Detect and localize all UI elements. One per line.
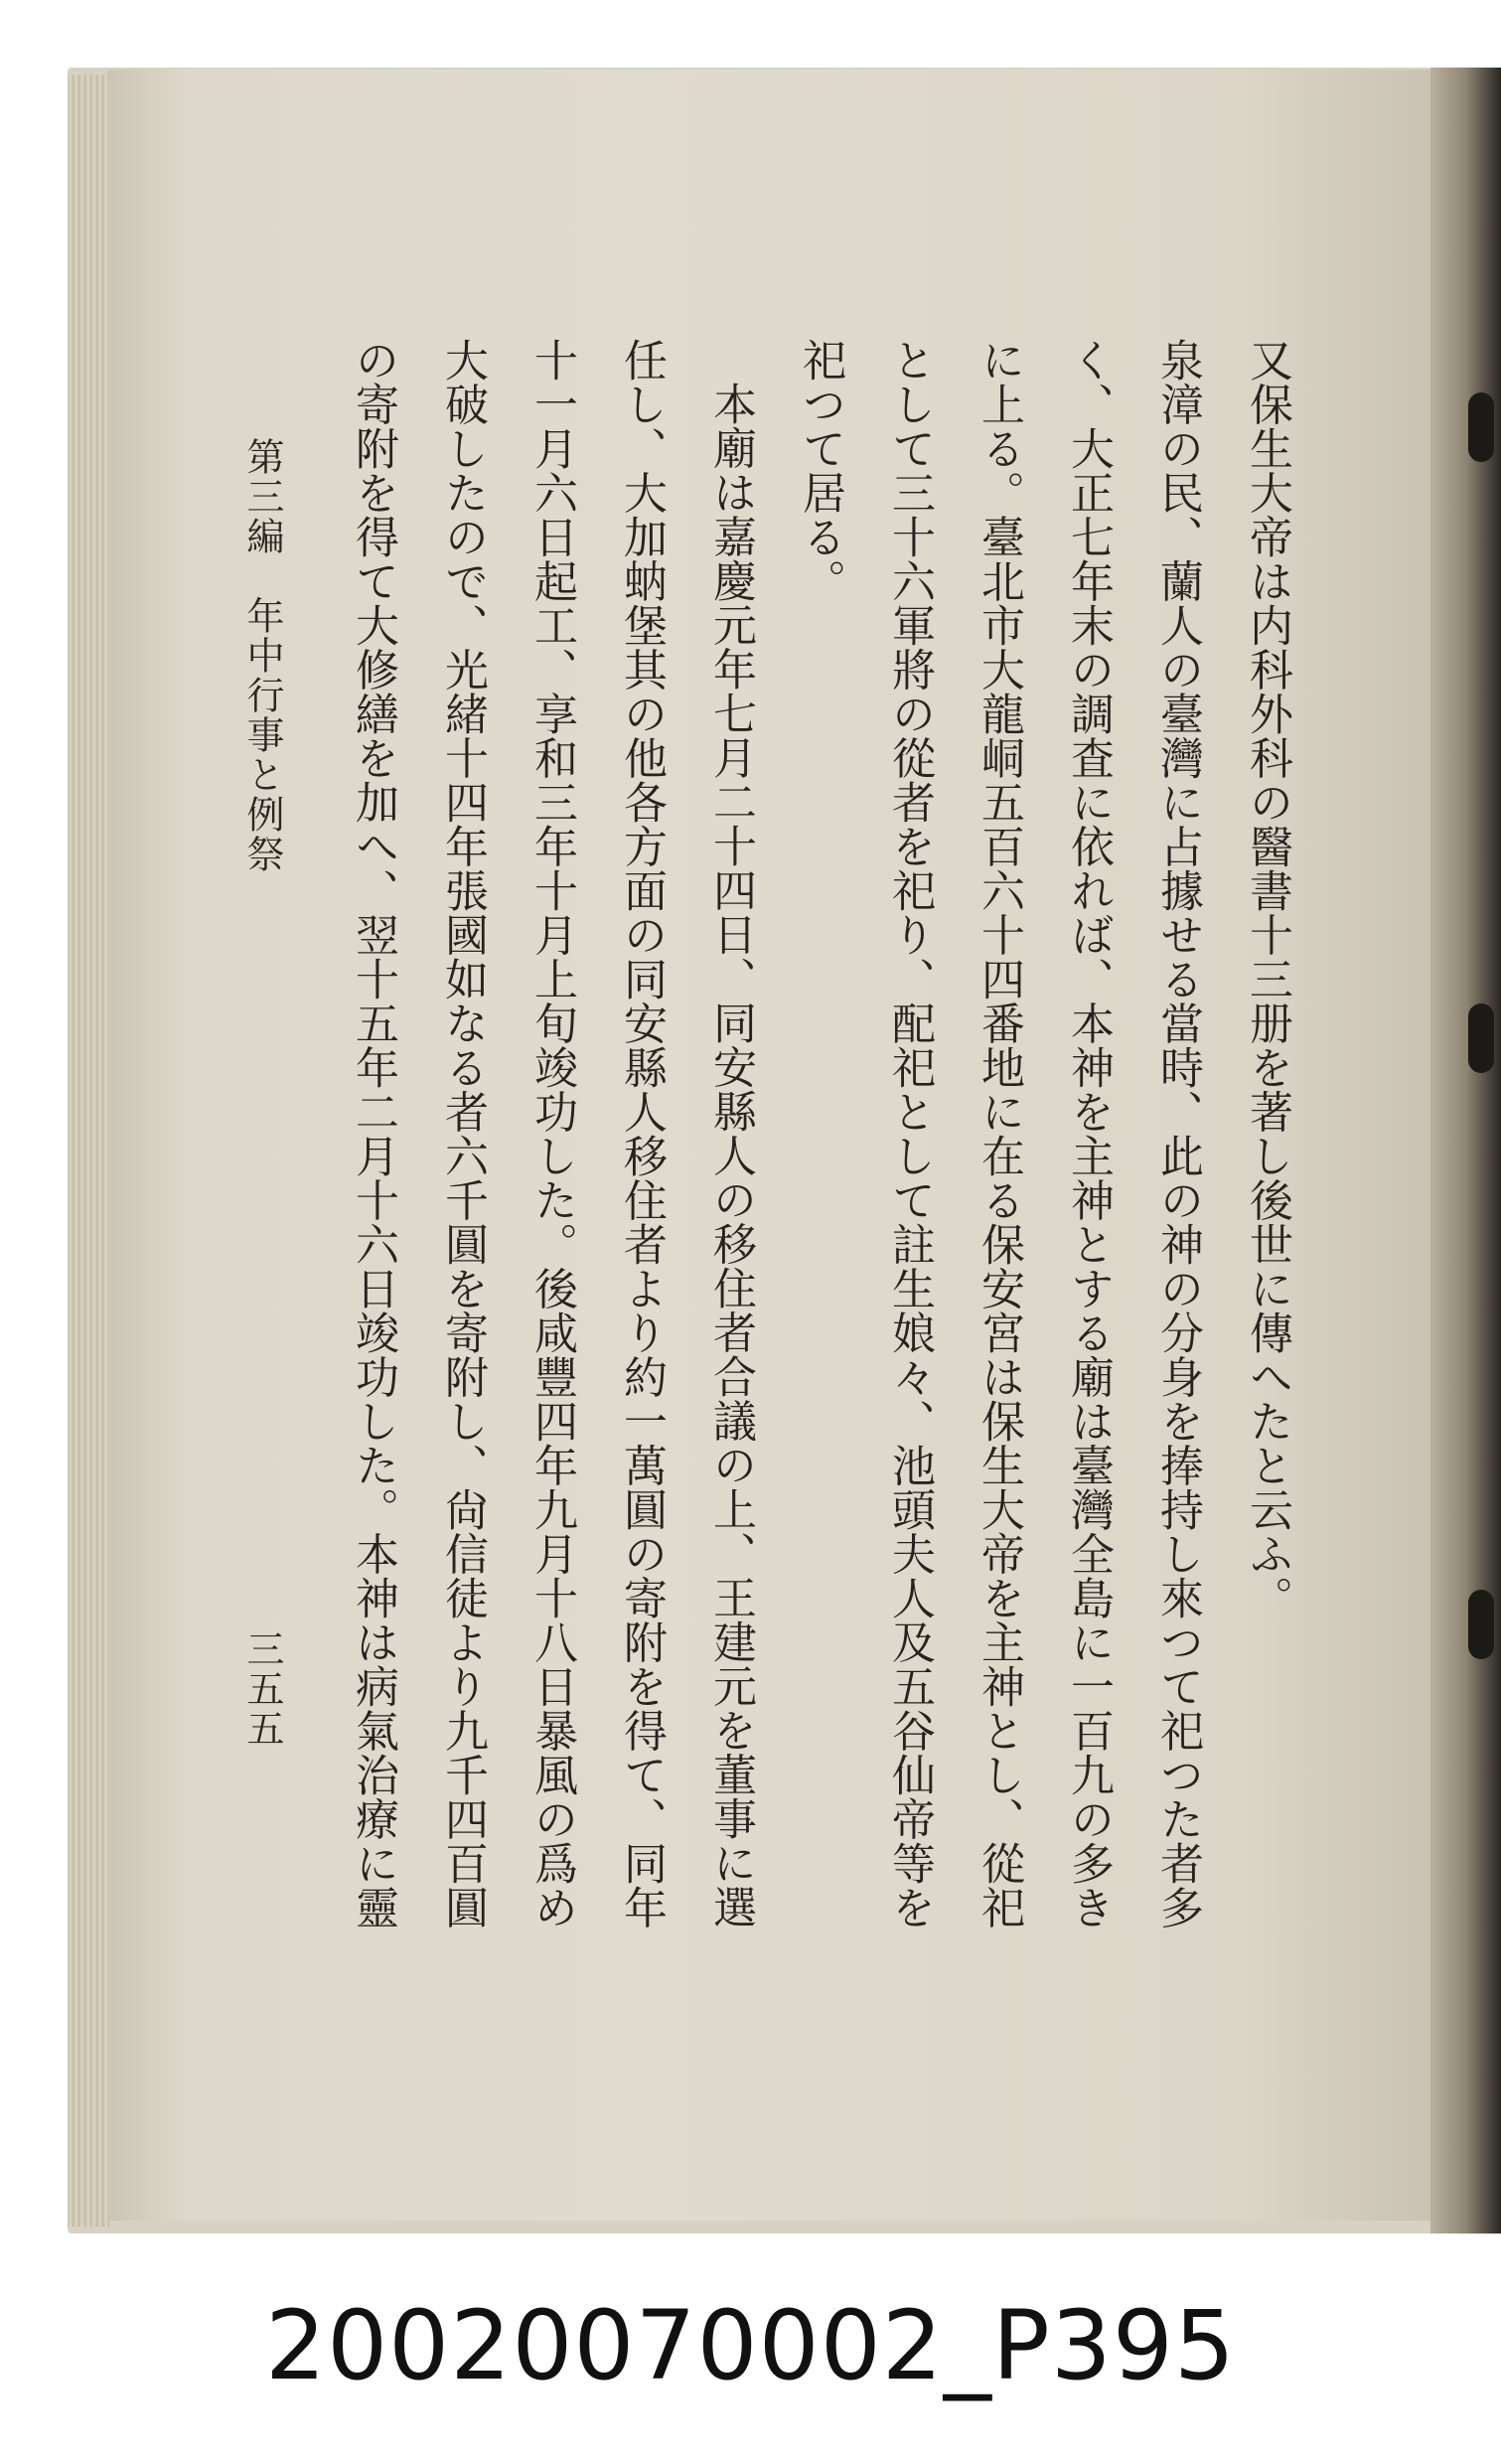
running-title: 第三編 年中行事と例祭 [240, 437, 284, 874]
binding-hole [1468, 1590, 1494, 1659]
paragraph: 本廟は嘉慶元年七月二十四日、同安縣人の移住者合議の上、王建元を董事に選任し、大加蚋堡其の他各方面の同安縣人移住者より約一萬圓の寄附を得て、同年十一月六日起工、享和三年十月上旬竣功した。後咸豐四年九月十八日暴風の爲め大破したので、光緒十四年張國如なる者六千圓を寄附し、尙信徒より九千四百圓の寄附を得て大修繕を加へ、翌十五年二月十六日竣功した。本神は病氣治療に靈 [348, 338, 756, 1929]
binding-hole [1468, 392, 1494, 462]
page-number: 三五五 [240, 1629, 284, 1749]
book-spine [1430, 68, 1501, 2233]
paragraph: 又保生大帝は内科外科の醫書十三册を著し後世に傳へたと云ふ。 [1242, 338, 1292, 1620]
paragraph: 泉漳の民、蘭人の臺灣に占據せる當時、此の神の分身を捧持し來つて祀つた者多く、大正七年末の調査に依れば、本神を主神とする廟は臺灣全島に一百九の多きに上る。臺北市大龍峒五百六十四番地に在る保安宮は保生大帝を主神とし、從祀として三十六軍將の從者を祀り、配祀として註生娘々、池頭夫人及五谷仙帝等を祀つて居る。 [795, 338, 1203, 1929]
binding-hole [1468, 1003, 1494, 1073]
body-text [328, 338, 1311, 1947]
image-caption: 20020070002_P395 [265, 2290, 1236, 2401]
page-edges [68, 75, 109, 2227]
